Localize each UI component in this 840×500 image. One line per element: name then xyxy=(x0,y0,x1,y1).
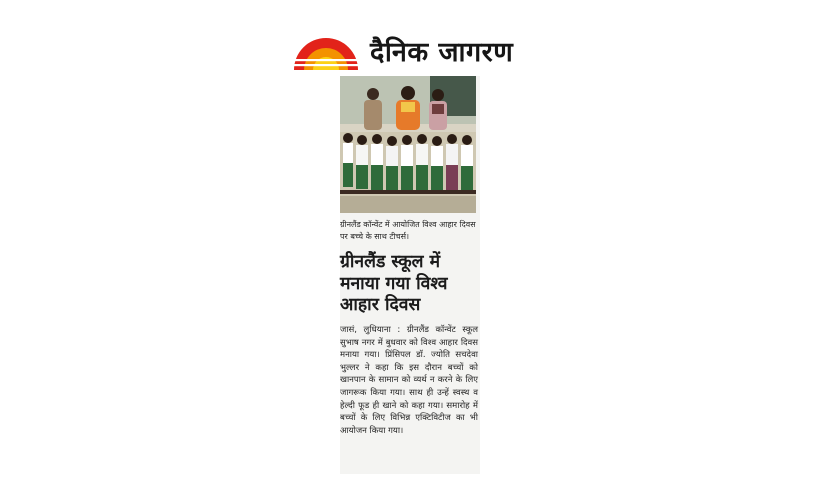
newspaper-name: दैनिक जागरण xyxy=(370,37,514,68)
article-photo xyxy=(340,76,476,213)
rising-sun-icon xyxy=(290,30,362,70)
photo-caption: ग्रीनलैंड कॉन्वेंट में आयोजित विश्व आहार दिवस पर बच्चे के साथ टीचर्स। xyxy=(340,220,476,241)
article-body: जासं, लुधियाना : ग्रीनलैंड कॉन्वेंट स्कूल सुभाष नगर में बुधवार को विश्व आहार दिवस मनाया गया। प्रिंसिपल डॉ. ज्योति सचदेवा भुल्लर ने कहा कि इस दौरान बच्चों को खानपान के सामान को व्यर्थ न करने के लिए जागरूक किया गया। साथ ही उन्हें स्वस्थ व हेल्दी फूड ही खाने को कहा गया। समारोह में बच्चों के लिए विभिन्न एक्टिविटीज का भी आयोजन किया गया। xyxy=(340,325,478,436)
news-clipping xyxy=(340,76,480,474)
article-headline: ग्रीनलैंड स्कूल में मनाया गया विश्व आहार दिवस xyxy=(340,252,448,315)
masthead xyxy=(290,28,560,72)
